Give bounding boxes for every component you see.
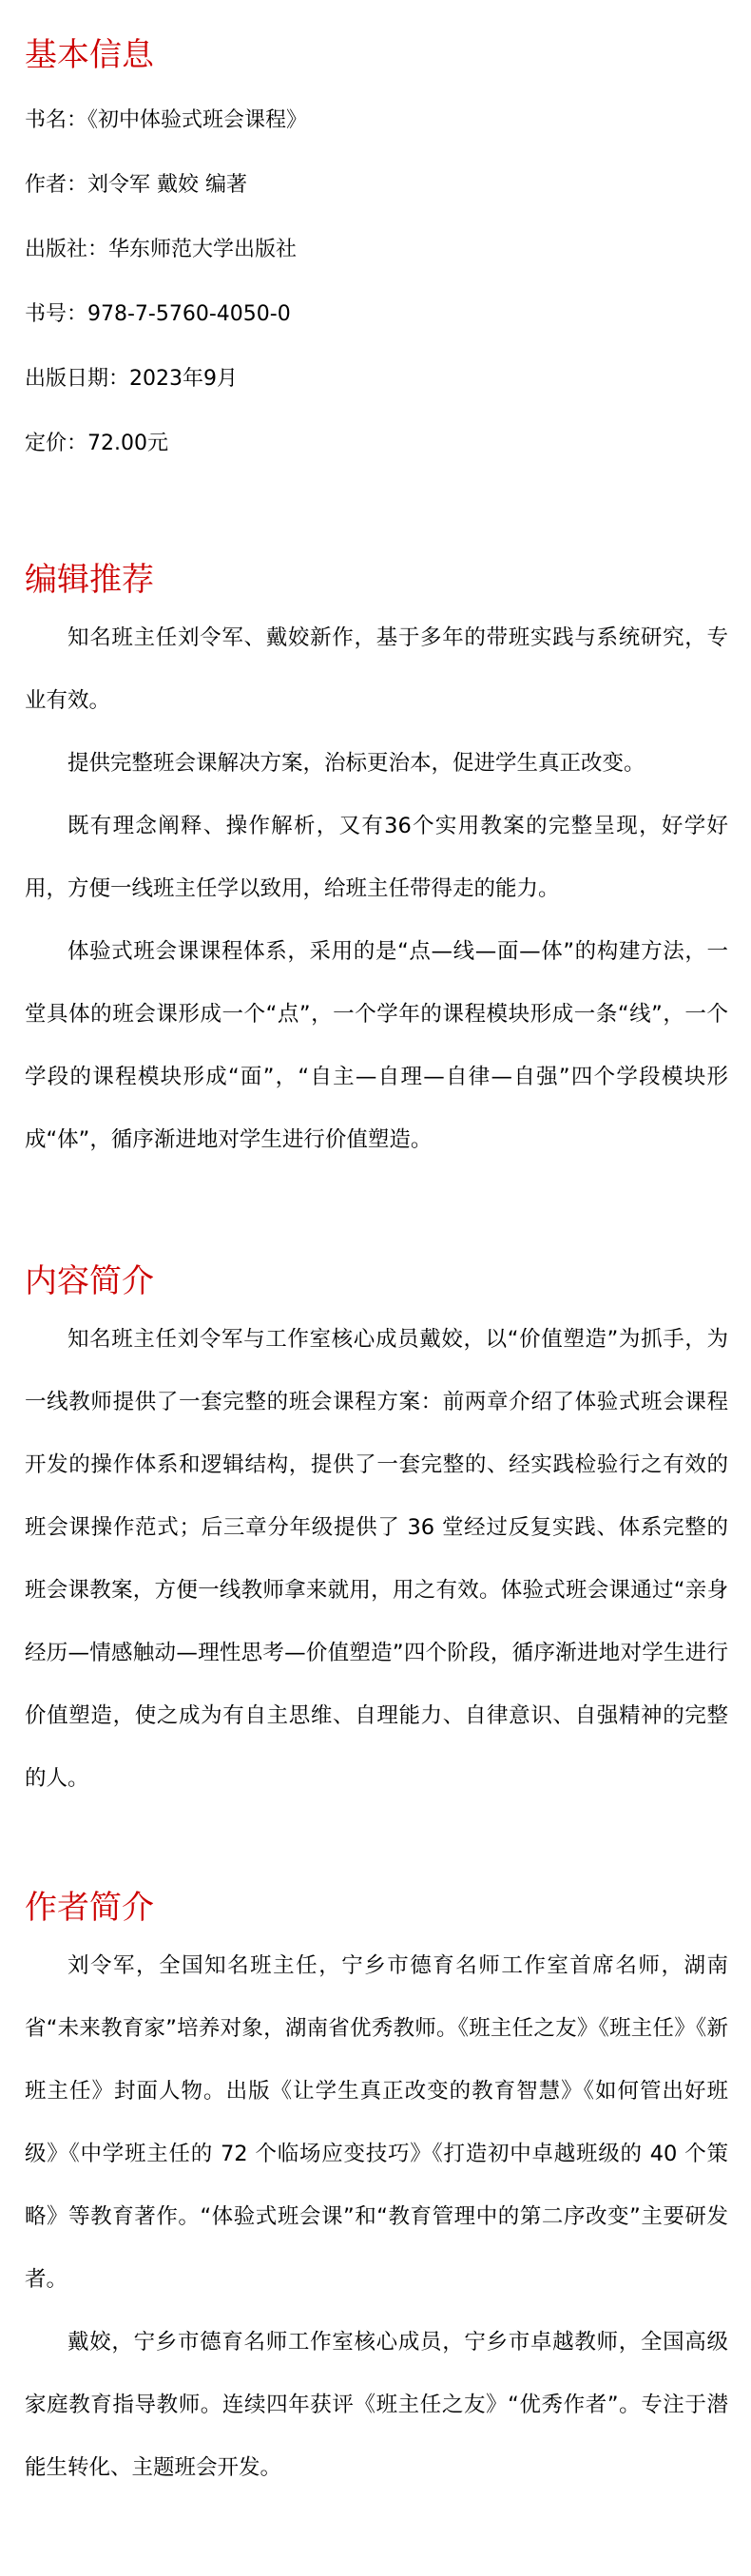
book-isbn: 书号：978-7-5760-4050-0 [25, 302, 291, 326]
book-authors: 作者：刘令军 戴姣 编著 [25, 173, 247, 197]
author-intro-title: 作者简介 [25, 1889, 154, 1927]
editor-recommendation-paragraph: 体验式班会课课程体系，采用的是“点—线—面—体”的构建方法，一堂具体的班会课形成一个“点”，一个学年的课程模块形成一条“线”，一个学段的课程模块形成“面”，“自主—自理—自律—自强”四个学段模块形成“体”，循序渐进地对学生进行价值塑造。 [25, 939, 728, 1152]
basic-info-title: 基本信息 [25, 36, 154, 74]
book-publisher: 出版社：华东师范大学出版社 [25, 238, 298, 261]
editor-recommendation-paragraph: 提供完整班会课解决方案，治标更治本，促进学生真正改变。 [67, 751, 645, 776]
content-summary-title: 内容简介 [25, 1262, 154, 1300]
book-price: 定价：72.00元 [25, 432, 168, 455]
book-name: 书名：《初中体验式班会课程》 [25, 108, 308, 132]
author-intro-paragraph: 刘令军，全国知名班主任，宁乡市德育名师工作室首席名师，湖南省“未来教育家”培养对象，湖南省优秀教师。《班主任之友》《班主任》《新班主任》封面人物。出版《让学生真正改变的教育智慧》《如何管出好班级》《中学班主任的 72 个临场应变技巧》《打造初中卓越班级的 40 个策略》等教育著作。“体验式班会课”和“教育管理中的第二序改变”主要研发者。 [25, 1953, 728, 2292]
editor-recommendation-title: 编辑推荐 [25, 561, 154, 599]
editor-recommendation-paragraph: 既有理念阐释、操作解析，又有36个实用教案的完整呈现，好学好用，方便一线班主任学以致用，给班主任带得走的能力。 [25, 814, 728, 901]
editor-recommendation-paragraph: 知名班主任刘令军、戴姣新作，基于多年的带班实践与系统研究，专业有效。 [25, 625, 728, 713]
content-summary-paragraph: 知名班主任刘令军与工作室核心成员戴姣，以“价值塑造”为抓手，为一线教师提供了一套完整的班会课程方案：前两章介绍了体验式班会课程开发的操作体系和逻辑结构，提供了一套完整的、经实践检验行之有效的班会课操作范式；后三章分年级提供了 36 堂经过反复实践、体系完整的班会课教案，方便一线教师拿来就用，用之有效。体验式班会课通过“亲身经历—情感触动—理性思考—价值塑造”四个阶段，循序渐进地对学生进行价值塑造，使之成为有自主思维、自理能力、自律意识、自强精神的完整的人。 [25, 1327, 728, 1791]
book-pub-date: 出版日期：2023年9月 [25, 367, 238, 391]
author-intro-paragraph: 戴姣，宁乡市德育名师工作室核心成员，宁乡市卓越教师，全国高级家庭教育指导教师。连续四年获评《班主任之友》“优秀作者”。专注于潜能生转化、主题班会开发。 [25, 2330, 728, 2480]
